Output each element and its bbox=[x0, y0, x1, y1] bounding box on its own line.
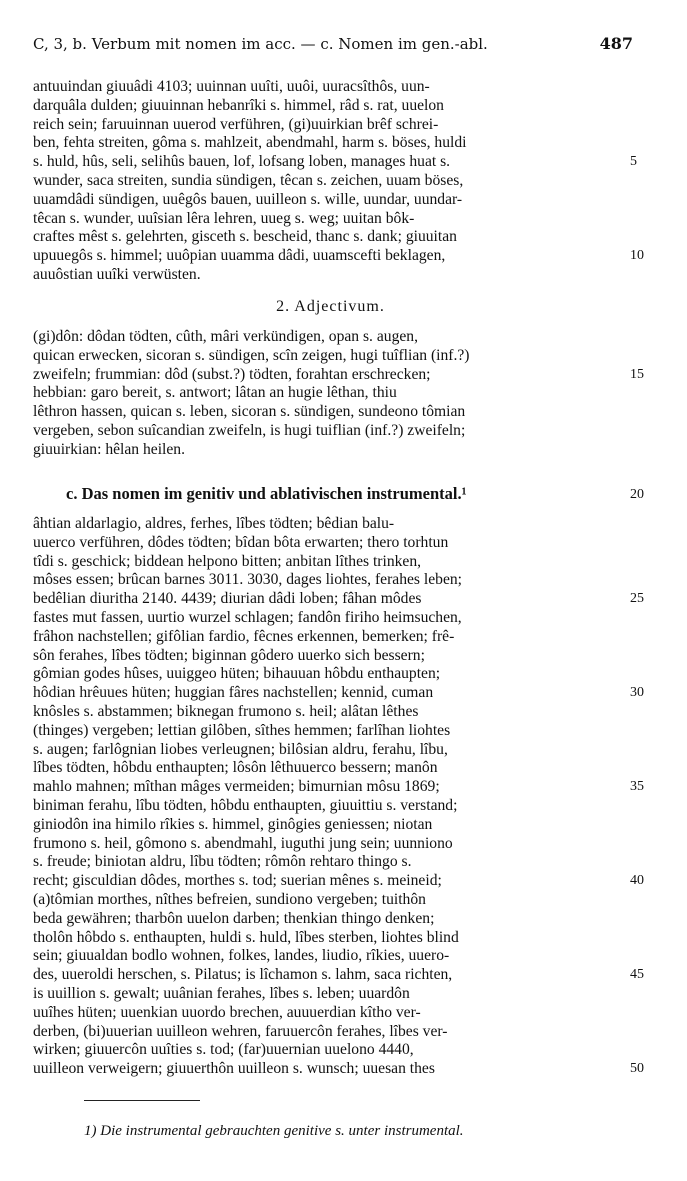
text-line: sôn ferahes, lîbes tödten; biginnan gôdero uuerko sich bessern; bbox=[33, 646, 425, 664]
text-line: âhtian aldarlagio, aldres, ferhes, lîbes tödten; bêdian balu- bbox=[33, 515, 395, 532]
text-line: recht; gisculdian dôdes, morthes s. tod; suerian mênes s. meineid; bbox=[33, 872, 442, 890]
text-line: biniman ferahu, lîbu tödten, hôbdu enthaupten, giuuittiu s. verstand; bbox=[33, 797, 458, 814]
text-line: giniodôn ina himilo rîkies s. himmel, ginôgies geniessen; niotan bbox=[33, 815, 433, 833]
margin-line-number: 40 bbox=[630, 873, 644, 889]
text-line: frâhon nachstellen; gifôlian fardio, fêcnes erkennen, bemerken; frê- bbox=[33, 627, 455, 645]
running-header bbox=[33, 34, 633, 54]
text-line: des, uueroldi herschen, s. Pilatus; is lîchamon s. lahm, saca richten, bbox=[33, 966, 453, 984]
text-line: wirken; giuuercôn uuîties s. tod; (far)uuernian uuelono 4440, bbox=[33, 1041, 414, 1059]
text-line: darquâla dulden; giuuinnan hebanrîki s. himmel, râd s. rat, uuelon bbox=[33, 96, 444, 114]
text-line: beda gewähren; tharbôn uuelon darben; thenkian thingo denken; bbox=[33, 909, 435, 927]
margin-line-number: 5 bbox=[630, 154, 637, 170]
text-line: bedêlian diuritha 2140. 4439; diurian dâdi loben; fâhan môdes bbox=[33, 590, 422, 608]
text-line: tholôn hôbdo s. enthaupten, huldi s. huld, lîbes sterben, liohtes blind bbox=[33, 928, 459, 946]
text-line: lîbes tödten, hôbdu enthaupten; lôsôn lêthuuerco bessern; manôn bbox=[33, 759, 438, 777]
margin-line-number: 10 bbox=[630, 248, 644, 264]
text-line: gômian godes hûses, uuiggeo hüten; bihauuan hôbdu enthaupten; bbox=[33, 665, 441, 683]
margin-line-number: 15 bbox=[630, 366, 644, 382]
text-line: têcan s. wunder, uuîsian lêra lehren, uueg s. weg; uuitan bôk- bbox=[33, 209, 415, 227]
text-line: quican erwecken, sicoran s. sündigen, scîn zeigen, hugi tuîflian (inf.?) bbox=[33, 346, 470, 364]
text-line: uuilleon verweigern; giuuerthôn uuilleon s. wunsch; uuesan thes bbox=[33, 1060, 435, 1078]
text-line: (a)tômian morthes, nîthes befreien, sundiono vergeben; tuithôn bbox=[33, 891, 426, 908]
margin-line-number: 45 bbox=[630, 967, 644, 983]
text-line: hebbian: garo bereit, s. antwort; lâtan an hugie lêthan, thiu bbox=[33, 384, 397, 402]
margin-line-number: 50 bbox=[630, 1061, 644, 1077]
text-line: vergeben, sebon suîcandian zweifeln, is hugi tuiflian (inf.?) zweifeln; bbox=[33, 422, 466, 439]
text-line: uuîhes hüten; uuenkian uuordo brechen, auuuerdian kîtho ver- bbox=[33, 1003, 421, 1021]
text-line: sein; giuualdan bodlo wohnen, folkes, landes, liudio, rîkies, uuero- bbox=[33, 947, 450, 965]
text-line: mahlo mahnen; mîthan mâges vermeiden; bimurnian môsu 1869; bbox=[33, 778, 440, 796]
text-line: frumono s. heil, gômono s. abendmahl, iuguthi jung sein; uunniono bbox=[33, 834, 453, 852]
footnote: 1) Die instrumental gebrauchten genitive s. unter instrumental. bbox=[84, 1123, 464, 1139]
text-line: reich sein; faruuinnan uuerod verführen, (gi)uuirkian brêf schrei- bbox=[33, 115, 439, 133]
margin-line-number: 25 bbox=[630, 591, 644, 607]
section-heading: c. Das nomen im genitiv und ablativischen instrumental.¹ bbox=[66, 484, 467, 503]
text-line: hôdian hrêuues hüten; huggian fâres nachstellen; kennid, cuman bbox=[33, 684, 434, 702]
footnote-rule bbox=[84, 1100, 200, 1101]
margin-line-number: 30 bbox=[630, 685, 644, 701]
text-line: auuôstian uuîki verwüsten. bbox=[33, 266, 201, 283]
text-line: craftes mêst s. gelehrten, gisceth s. bescheid, thanc s. dank; giuuitan bbox=[33, 228, 457, 246]
text-line: antuuindan giuuâdi 4103; uuinnan uuîti, uuôi, uuracsîthôs, uun- bbox=[33, 78, 430, 95]
margin-line-number: 35 bbox=[630, 779, 644, 795]
text-line: wunder, saca streiten, sundia sündigen, têcan s. zeichen, uuam böses, bbox=[33, 172, 464, 189]
text-line: upuuegôs s. himmel; uuôpian uuamma dâdi, uuamscefti beklagen, bbox=[33, 247, 446, 265]
text-line: uuamdâdi sündigen, uuêgôs bauen, uuilleon s. wille, uundar, uundar- bbox=[33, 190, 463, 208]
text-line: is uuillion s. gewalt; uuânian ferahes, lîbes s. leben; uuardôn bbox=[33, 985, 410, 1002]
text-line: zweifeln; frummian: dôd (subst.?) tödten, forahtan erschrecken; bbox=[33, 365, 431, 383]
running-title: C, 3, b. Verbum mit nomen im acc. — c. Nomen im gen.-abl. bbox=[33, 35, 488, 53]
margin-line-number: 20 bbox=[630, 487, 644, 502]
text-line: môses essen; brûcan barnes 3011. 3030, dages liohtes, ferahes leben; bbox=[33, 571, 462, 589]
text-line: knôsles s. abstammen; biknegan frumono s. heil; alâtan lêthes bbox=[33, 703, 419, 720]
text-line: tîdi s. geschick; biddean helpono bitten; anbitan lîthes trinken, bbox=[33, 552, 422, 570]
text-line: lêthron hassen, quican s. leben, sicoran s. sündigen, sundeono tômian bbox=[33, 403, 466, 421]
text-line: derben, (bi)uuerian uuilleon wehren, faruuercôn ferahes, lîbes ver- bbox=[33, 1022, 448, 1040]
text-line: s. freude; biniotan aldru, lîbu tödten; rômôn rehtaro thingo s. bbox=[33, 853, 412, 871]
text-line: s. huld, hûs, seli, selihûs bauen, lof, lofsang loben, manages huat s. bbox=[33, 153, 451, 171]
text-line: uuerco verführen, dôdes tödten; bîdan bôta erwarten; thero torhtun bbox=[33, 533, 449, 551]
text-line: (gi)dôn: dôdan tödten, cûth, mâri verkündigen, opan s. augen, bbox=[33, 328, 418, 345]
subheading: 2. Adjectivum. bbox=[276, 298, 385, 315]
text-line: fastes mut fassen, uurtio wurzel schlagen; fandôn firiho heimsuchen, bbox=[33, 609, 462, 626]
text-line: giuuirkian: hêlan heilen. bbox=[33, 440, 185, 458]
text-line: ben, fehta streiten, gôma s. mahlzeit, abendmahl, harm s. böses, huldi bbox=[33, 134, 467, 152]
text-line: (thinges) vergeben; lettian gilôben, sîthes hemmen; farlîhan liohtes bbox=[33, 721, 451, 739]
text-line: s. augen; farlôgnian liobes verleugnen; bilôsian aldru, ferahu, lîbu, bbox=[33, 740, 448, 758]
page-number: 487 bbox=[599, 34, 633, 53]
